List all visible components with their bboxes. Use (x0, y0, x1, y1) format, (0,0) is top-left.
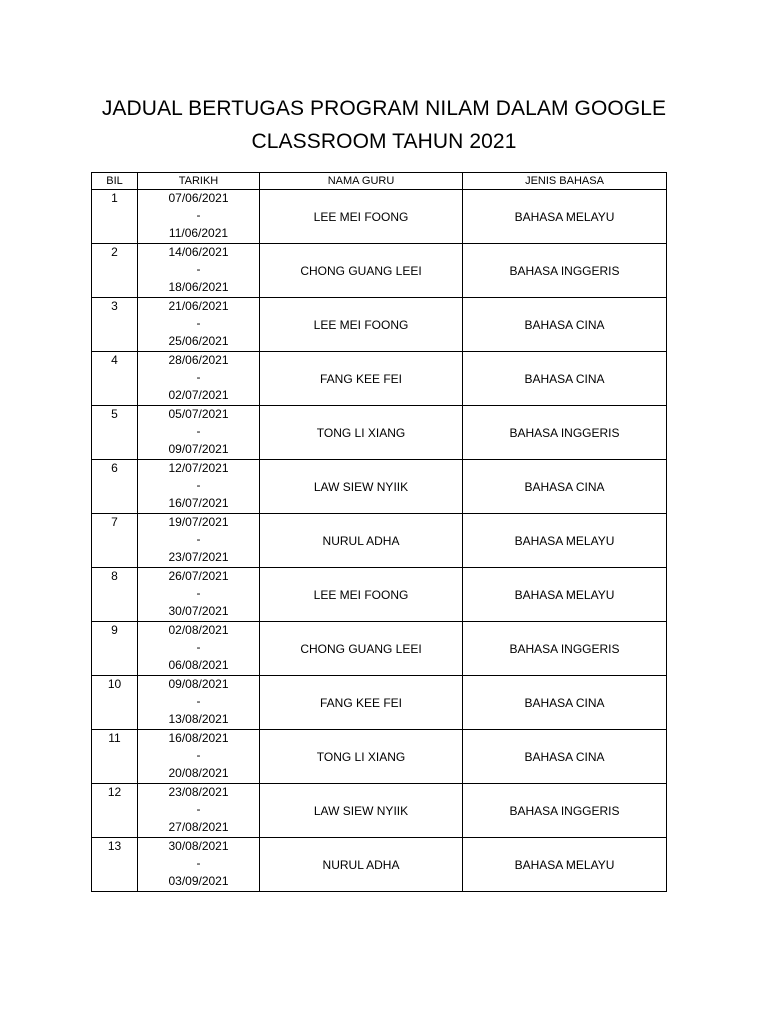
cell-nama-guru: TONG LI XIANG (260, 406, 463, 460)
date-start: 09/08/2021 (168, 677, 229, 691)
date-end: 18/06/2021 (168, 279, 229, 294)
cell-tarikh (138, 298, 260, 352)
cell-jenis-bahasa: BAHASA MELAYU (463, 190, 667, 244)
cell-bil: 12 (92, 784, 138, 838)
cell-bil: 7 (92, 514, 138, 568)
table-row (92, 838, 667, 892)
date-start: 28/06/2021 (168, 353, 229, 367)
cell-jenis-bahasa: BAHASA INGGERIS (463, 622, 667, 676)
cell-tarikh (138, 244, 260, 298)
cell-jenis-bahasa: BAHASA CINA (463, 730, 667, 784)
date-end: 16/07/2021 (168, 495, 229, 510)
date-start: 21/06/2021 (168, 299, 229, 313)
cell-bil: 8 (92, 568, 138, 622)
table-row (92, 622, 667, 676)
table-row (92, 676, 667, 730)
date-start: 23/08/2021 (168, 785, 229, 799)
table-row (92, 352, 667, 406)
date-start: 07/06/2021 (168, 191, 229, 205)
cell-tarikh (138, 784, 260, 838)
cell-bil: 10 (92, 676, 138, 730)
cell-bil: 2 (92, 244, 138, 298)
header-bil: BIL (92, 173, 138, 190)
table-row (92, 190, 667, 244)
cell-tarikh (138, 730, 260, 784)
header-jenis-bahasa: JENIS BAHASA (463, 173, 667, 190)
cell-nama-guru: FANG KEE FEI (260, 352, 463, 406)
date-separator: - (196, 424, 201, 439)
date-start: 16/08/2021 (168, 731, 229, 745)
title-line-2: CLASSROOM TAHUN 2021 (251, 130, 517, 153)
date-start: 12/07/2021 (168, 461, 229, 475)
cell-tarikh (138, 406, 260, 460)
cell-nama-guru: TONG LI XIANG (260, 730, 463, 784)
date-end: 13/08/2021 (168, 711, 229, 726)
date-start: 26/07/2021 (168, 569, 229, 583)
cell-nama-guru: LAW SIEW NYIIK (260, 460, 463, 514)
cell-nama-guru: NURUL ADHA (260, 514, 463, 568)
cell-nama-guru: FANG KEE FEI (260, 676, 463, 730)
cell-nama-guru: LAW SIEW NYIIK (260, 784, 463, 838)
cell-bil: 9 (92, 622, 138, 676)
date-separator: - (196, 586, 201, 601)
date-separator: - (196, 856, 201, 871)
cell-nama-guru: CHONG GUANG LEEI (260, 622, 463, 676)
cell-tarikh (138, 190, 260, 244)
date-end: 06/08/2021 (168, 657, 229, 672)
date-separator: - (196, 262, 201, 277)
date-start: 30/08/2021 (168, 839, 229, 853)
date-end: 03/09/2021 (168, 873, 229, 888)
date-separator: - (196, 478, 201, 493)
date-separator: - (196, 694, 201, 709)
cell-jenis-bahasa: BAHASA CINA (463, 460, 667, 514)
table-row (92, 460, 667, 514)
cell-jenis-bahasa: BAHASA INGGERIS (463, 406, 667, 460)
cell-bil: 13 (92, 838, 138, 892)
cell-nama-guru: LEE MEI FOONG (260, 568, 463, 622)
cell-tarikh (138, 514, 260, 568)
table-row (92, 568, 667, 622)
cell-tarikh (138, 352, 260, 406)
cell-jenis-bahasa: BAHASA INGGERIS (463, 784, 667, 838)
cell-nama-guru: NURUL ADHA (260, 838, 463, 892)
cell-bil: 4 (92, 352, 138, 406)
cell-tarikh (138, 838, 260, 892)
table-row (92, 784, 667, 838)
date-end: 20/08/2021 (168, 765, 229, 780)
table-row (92, 244, 667, 298)
cell-bil: 5 (92, 406, 138, 460)
duty-schedule-table (91, 172, 667, 892)
table-row (92, 406, 667, 460)
date-separator: - (196, 316, 201, 331)
date-end: 23/07/2021 (168, 549, 229, 564)
date-end: 27/08/2021 (168, 819, 229, 834)
cell-jenis-bahasa: BAHASA MELAYU (463, 838, 667, 892)
cell-jenis-bahasa: BAHASA CINA (463, 676, 667, 730)
table-row (92, 514, 667, 568)
table-row (92, 730, 667, 784)
date-separator: - (196, 532, 201, 547)
date-end: 09/07/2021 (168, 441, 229, 456)
date-start: 14/06/2021 (168, 245, 229, 259)
cell-jenis-bahasa: BAHASA INGGERIS (463, 244, 667, 298)
date-separator: - (196, 748, 201, 763)
document-title (0, 92, 768, 158)
date-end: 11/06/2021 (168, 225, 229, 240)
cell-tarikh (138, 676, 260, 730)
table-row (92, 298, 667, 352)
cell-tarikh (138, 568, 260, 622)
cell-bil: 6 (92, 460, 138, 514)
cell-jenis-bahasa: BAHASA MELAYU (463, 514, 667, 568)
date-end: 02/07/2021 (168, 387, 229, 402)
cell-nama-guru: LEE MEI FOONG (260, 190, 463, 244)
date-end: 25/06/2021 (168, 333, 229, 348)
date-start: 19/07/2021 (168, 515, 229, 529)
cell-bil: 3 (92, 298, 138, 352)
cell-nama-guru: LEE MEI FOONG (260, 298, 463, 352)
date-separator: - (196, 370, 201, 385)
table-header-row (92, 173, 667, 190)
cell-bil: 11 (92, 730, 138, 784)
header-nama-guru: NAMA GURU (260, 173, 463, 190)
cell-bil: 1 (92, 190, 138, 244)
date-separator: - (196, 208, 201, 223)
cell-jenis-bahasa: BAHASA CINA (463, 352, 667, 406)
header-tarikh: TARIKH (138, 173, 260, 190)
cell-nama-guru: CHONG GUANG LEEI (260, 244, 463, 298)
date-separator: - (196, 802, 201, 817)
cell-tarikh (138, 622, 260, 676)
cell-jenis-bahasa: BAHASA CINA (463, 298, 667, 352)
date-end: 30/07/2021 (168, 603, 229, 618)
cell-tarikh (138, 460, 260, 514)
date-start: 02/08/2021 (168, 623, 229, 637)
title-line-1: JADUAL BERTUGAS PROGRAM NILAM DALAM GOOGLE (101, 97, 667, 120)
cell-jenis-bahasa: BAHASA MELAYU (463, 568, 667, 622)
date-start: 05/07/2021 (168, 407, 229, 421)
date-separator: - (196, 640, 201, 655)
